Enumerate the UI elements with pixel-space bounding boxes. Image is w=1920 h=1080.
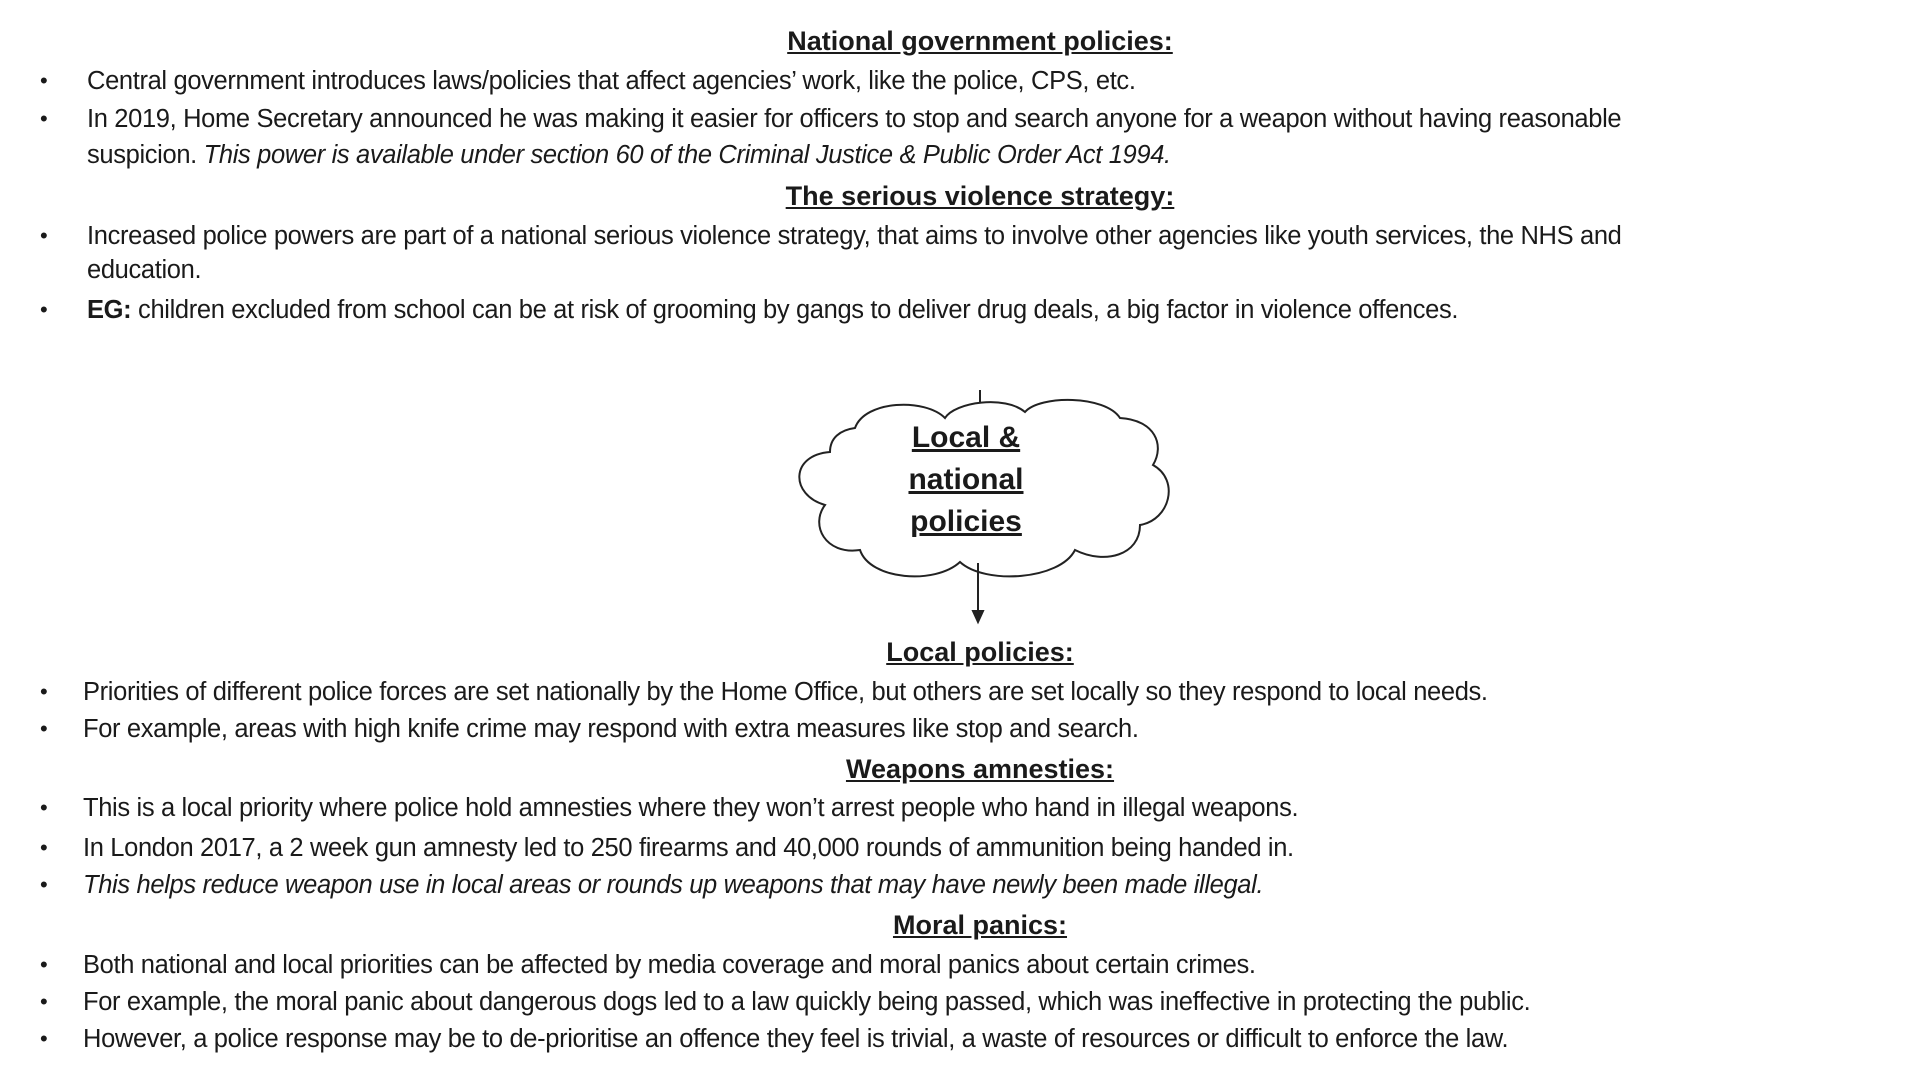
bullet-icon: • — [40, 989, 48, 1014]
arrow-down-head — [973, 611, 983, 622]
list-item: This is a local priority where police hold amnesties where they won’t arrest people who hand in illegal weapons. — [83, 794, 1299, 822]
cloud-label-line2: national — [908, 463, 1024, 496]
bullet-icon: • — [40, 223, 48, 248]
bullet-icon: • — [40, 1026, 48, 1051]
list-item-text: suspicion. — [87, 141, 197, 169]
list-item: In London 2017, a 2 week gun amnesty led to 250 firearms and 40,000 rounds of ammunition being handed in. — [83, 834, 1294, 862]
list-item — [87, 292, 1458, 328]
bullet-icon: • — [40, 106, 48, 131]
bullet-icon: • — [40, 795, 48, 820]
bullet-icon: • — [40, 68, 48, 93]
list-item-bold: EG: — [87, 296, 132, 324]
bullet-icon: • — [40, 716, 48, 741]
heading-moral-panics: Moral panics: — [892, 910, 1068, 940]
list-item: For example, areas with high knife crime may respond with extra measures like stop and search. — [83, 715, 1139, 743]
heading-local-policies: Local policies: — [886, 637, 1074, 667]
list-item: This helps reduce weapon use in local areas or rounds up weapons that may have newly been made illegal. — [83, 871, 1264, 899]
bullet-icon: • — [40, 952, 48, 977]
heading-national-government-policies: National government policies: — [787, 26, 1173, 56]
bullet-icon: • — [40, 835, 48, 860]
list-item: Both national and local priorities can be affected by media coverage and moral panics about certain crimes. — [83, 951, 1256, 979]
bullet-icon: • — [40, 297, 48, 322]
list-item-continuation: education. — [87, 256, 202, 284]
list-item: Priorities of different police forces are set nationally by the Home Office, but others are set locally so they respond to local needs. — [83, 678, 1488, 706]
list-item: For example, the moral panic about dangerous dogs led to a law quickly being passed, which was ineffective in protecting the public. — [83, 988, 1531, 1016]
list-item: However, a police response may be to de-prioritise an offence they feel is trivial, a waste of resources or difficult to enforce the law. — [83, 1025, 1509, 1053]
cloud-label-line3: policies — [910, 505, 1022, 538]
cloud-label-line1: Local & — [911, 421, 1021, 454]
list-item: Increased police powers are part of a national serious violence strategy, that aims to involve other agencies like youth services, the NHS and — [87, 222, 1622, 250]
bullet-icon: • — [40, 679, 48, 704]
bullet-icon: • — [40, 872, 48, 897]
list-item: Central government introduces laws/policies that affect agencies’ work, like the police, CPS, etc. — [87, 67, 1136, 95]
list-item-text: children excluded from school can be at risk of grooming by gangs to deliver drug deals, a big factor in violence offences. — [138, 296, 1459, 324]
heading-serious-violence-strategy: The serious violence strategy: — [785, 181, 1175, 211]
heading-weapons-amnesties: Weapons amnesties: — [845, 754, 1115, 784]
list-item: In 2019, Home Secretary announced he was making it easier for officers to stop and search anyone for a weapon without having reasonable — [87, 105, 1622, 133]
list-item-italic: This power is available under section 60 of the Criminal Justice & Public Order Act 1994. — [203, 141, 1171, 169]
list-item-continuation — [87, 137, 1171, 173]
